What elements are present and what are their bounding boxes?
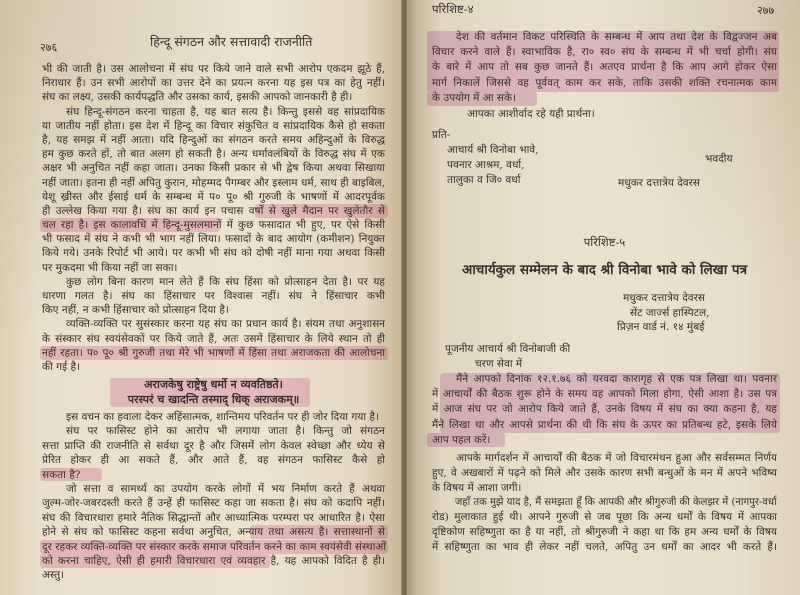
body-text-line: प्रेरित होकर ही आ सकते हैं, और आते हैं, वह संगठन फासिस्ट कैसे हो	[42, 454, 385, 467]
book-gutter	[401, 0, 407, 595]
body-text-line: अस्तु।	[42, 569, 65, 582]
right-text-block	[432, 30, 777, 106]
body-text-line: आपके मार्गदर्शन में आचार्यों की बैठक में जो विचारमंथन हुआ और सर्वसम्मत निर्णय	[456, 452, 777, 464]
body-text-line: देश की वर्तमान विकट परिस्थिति के सम्बन्ध में आप तथा देश के विद्वज्जन अब	[456, 31, 777, 43]
body-text-line: धारणा गलत है। संघ का हिंसाचार पर विश्वास नहीं। संघ ने हिंसाचार कभी	[42, 290, 385, 302]
body-text-line: हुए, वे अखबारों में पढ़ने को मिले और उसके कारण सभी बन्धुओं के मन में अपने भविष्य	[432, 466, 777, 479]
body-text-line: येशू ख्रीस्त और ईसाई धर्म के सम्बन्ध में प० पू० श्री गुरुजी के भाषणों में आदरपूर्वक	[42, 190, 385, 203]
body-text-line: आप पहल करें।	[432, 433, 491, 446]
addressee-line: पवनार आश्रम, वर्धा,	[447, 159, 525, 171]
body-text-line: कुछ लोग बिना कारण मान लेते हैं कि संघ हिंसा को प्रोत्साहन देता है। पर यह	[66, 275, 385, 288]
sender-line: मधुकर दत्तात्रेय देवरस	[623, 292, 706, 304]
body-text-line: जहाँ तक मुझे याद है, मैं समझता हूँ कि आपकी और श्रीगुरुजी की केलझर में (नागपुर-वर्धा	[454, 496, 777, 509]
body-text-line: संघ हिन्दू-संगठन करना चाहता है, यह बात सत्य है। किन्तु इससे वह सांप्रदायिक	[66, 105, 385, 118]
body-text-line: इस वचन का हवाला देकर अहिंसात्मक, शान्तिमय परिवर्तन पर ही जोर दिया गया है।	[66, 411, 379, 423]
page-number: २७७	[757, 4, 775, 17]
body-text-line: नहीं जाता। इतना ही नहीं अपितु कुरान, मोहम्मद पैगम्बर और इस्लाम धर्म, साथ ही बाइबिल,	[42, 176, 385, 189]
body-text-line: नहीं रहता। प० पू० श्री गुरुजी तथा मेरे भी भाषणों में हिंसा तथा अराजकता की आलोचना	[42, 346, 385, 359]
body-text-line: दूर रहकर व्यक्ति-व्यक्ति पर संस्कार करके समाज परिवर्तन करने का काम स्वयंसेवी संस्थाओं	[42, 540, 387, 553]
body-text-line: पर मुकदमा भी किया नहीं जा सका।	[42, 261, 178, 274]
body-text-line: को करना चाहिए, ऐसी ही हमारी विचारधारा एवं व्यवहार है, यह आपको विदित है ही।	[42, 554, 385, 567]
body-text-line: भी की जाती है। उस आलोचना में संघ पर किये जाने वाले सभी आरोप एकदम झूठे हैं,	[42, 63, 385, 75]
body-text-line: या जातीय नहीं होता। इस देश में हिन्दू का विचार संकुचित व सांप्रदायिक कैसे हो सकता	[42, 119, 385, 132]
body-text-line: के संस्कार संघ स्वयंसेवकों पर किये जाते हैं, अतः उसमें हिंसाचार के लिये स्थान तो ही	[42, 332, 385, 345]
body-text-line: में सहिष्णुता का भाव ही लेकर नहीं चलते, अपितु उन धर्मों का आदर भी करते हैं।	[432, 540, 777, 553]
body-text-line: संघ का लक्ष्य, उसकी कार्यपद्धति और उसका कार्य, इसकी आपको जानकारी है ही।	[42, 91, 353, 104]
addressee-line: आचार्य श्री विनोबा भावे,	[447, 144, 539, 156]
body-text-line: जो सत्ता व सामर्थ्य का उपयोग करके लोगों में भय निर्माण करते हैं अथवा	[66, 482, 385, 495]
body-text-line: हम कुछ करते हों, तो बात अलग हो सकती है। अन्य धर्मावलंबियों के विरुद्ध संघ में एक	[42, 148, 385, 161]
body-text-line: में आज संघ पर जो आरोप किये जाते हैं, उनके विषय में संघ का क्या कहना है, यह	[432, 403, 777, 416]
page-number: २७६	[40, 41, 58, 54]
body-text-line: के उपयोग में आ सके।	[432, 91, 517, 104]
appendix-label: परिशिष्ट-५	[583, 235, 626, 249]
sender-line: सेंट जार्ज्स हास्पिटल,	[630, 307, 710, 319]
body-text-line: मैंने लिखा था और आपसे प्रार्थना की थी कि संघ के ऊपर का प्रतिबन्ध हटे, इसके लिये	[432, 418, 777, 431]
right-text-block	[432, 451, 777, 555]
body-text-line: रोड) मुलाकात हुई थी। आपने गुरुजी से जब पूछा कि अन्य धर्मों के विषय में आपका	[432, 511, 777, 524]
body-text-line: दृष्टिकोण सहिष्णुता का है या नहीं, तो श्रीगुरुजी ने कहा था कि हम अन्य धर्मों के विषय	[432, 525, 777, 538]
body-text-line: के विषय में आशा जगी।	[432, 481, 522, 494]
left-text-block	[42, 62, 385, 374]
letter-title: आचार्यकुल सम्मेलन के बाद श्री विनोबा भावे को लिखा पत्र	[461, 262, 748, 278]
body-text-line: सकता है?	[42, 468, 81, 481]
verse-line: अराजकेषु राष्ट्रेषु धर्मो न व्यवतिष्ठते।	[144, 378, 283, 391]
left-text-block	[42, 410, 385, 583]
body-text-line: व्यक्ति-व्यक्ति पर सुसंस्कार करना यह संघ का प्रधान कार्य है। संयम तथा अनुशासन	[66, 318, 385, 331]
body-text-line: ही उल्लेख किया गया है। संघ का कार्य इन पचास वर्षों से खुले मैदान पर खुलेतौर से	[42, 204, 385, 217]
salutation-line: चरण सेवा में	[475, 358, 523, 370]
body-text-line: चल रहा है। इस कालावधि में हिन्दू-मुसलमानों में कुछ फसादात भी हुए, पर ऐसे किसी	[42, 219, 385, 232]
signoff-name: मधुकर दत्तात्रेय देवरस	[618, 177, 701, 189]
running-head: हिन्दू संगठन और सत्तावादी राजनीति	[150, 34, 313, 49]
body-text-line: की गई है।	[42, 360, 81, 373]
body-text-line: अक्षर भी अनुचित नहीं कहा जाता। उनका किसी प्रकार से भी द्वेष किया अथवा सिखाया	[42, 162, 385, 175]
body-text-line: होने से संघ को फासिस्ट कहना सर्वथा अनुचित, अन्याय तथा असत्य है। सत्तास्थानों से	[42, 526, 385, 539]
body-text-line: में आचार्यों की बैठक शुरू होने के समय वह आपको मिला होगा, ऐसी आशा है। उस पत्र	[432, 388, 777, 401]
salutation-line: पूजनीय आचार्य श्री विनोबाजी की	[445, 343, 571, 355]
body-text-line: मार्ग निकालें जिससे वह पूर्ववत् काम कर सके, ताकि उसकी शक्ति रचनात्मक काम	[432, 76, 777, 89]
body-text-line: किये गये। उनके रिपोर्ट भी आये। पर कभी भी संघ को दोषी नहीं माना गया अथवा किसी	[42, 247, 385, 260]
verse-line: परस्परं च खादन्ति तस्माद् धिक् अराजकम्॥	[127, 392, 300, 406]
closing-wish: आपका आशीर्वाद रहे यही प्रार्थना।	[467, 108, 595, 120]
body-text-line: सत्ता प्राप्ति की राजनीति से सर्वथा दूर है और जिसमें लोग केवल स्वेच्छा और ध्येय से	[42, 439, 385, 452]
right-text-block	[432, 372, 777, 448]
body-text-line: विचार करने वाले हैं। स्वाभाविक है, रा० स्व० संघ के सम्बन्ध में भी चर्चा होगी। संघ	[432, 46, 777, 59]
sender-line: प्रिज़न वार्ड नं. १४ मुंबई	[617, 321, 705, 333]
body-text-line: संघ पर फासिस्ट होने का आरोप भी लगाया जाता है। किन्तु जो संगठन	[66, 425, 385, 438]
right-page	[405, 0, 800, 595]
body-text-line: संघ की विचारधारा हमारे नैतिक सिद्धान्तों और आध्यात्मिक परम्परा पर आधारित है। ऐसा	[42, 511, 385, 524]
body-text-line: किए नहीं, न कभी हिंसाचार को प्रोत्साहन दिया है।	[42, 304, 229, 317]
body-text-line: जुल्म-जोर-जबरदस्ती करते हैं उन्हें ही फासिस्ट कहा जा सकता है। संघ को कदापि नहीं।	[42, 497, 385, 510]
body-text-line: मैंने आपको दिनांक १२.१.७६ को यरवदा कारागृह से एक पत्र लिखा था। पवनार	[456, 373, 777, 385]
addressee-line: तालुका व जि० वर्धा	[447, 174, 521, 186]
body-text-line: के बारे में आप तो सब कुछ जानते हैं। अतएव प्रार्थना है कि आप आगे होकर ऐसा	[432, 61, 777, 74]
body-text-line: निराधार हैं। उन सभी आरोपों का उत्तर देने का प्रयत्न करना यह इस पत्र का हेतु नहीं।	[42, 77, 385, 90]
signoff-label: भवदीय	[705, 153, 733, 165]
addressee-label: प्रति-	[432, 129, 451, 141]
running-head: परिशिष्ट-४	[432, 2, 474, 16]
body-text-line: भी फसाद में संघ ने कभी भी भाग नहीं लिया। फसादों के बाद आयोग (कमीशन) नियुक्त	[42, 233, 385, 246]
body-text-line: है, यह समझ में नहीं आता। यदि हिन्दुओं का संगठन करते समय अहिन्दुओं के विरुद्ध	[42, 133, 385, 146]
